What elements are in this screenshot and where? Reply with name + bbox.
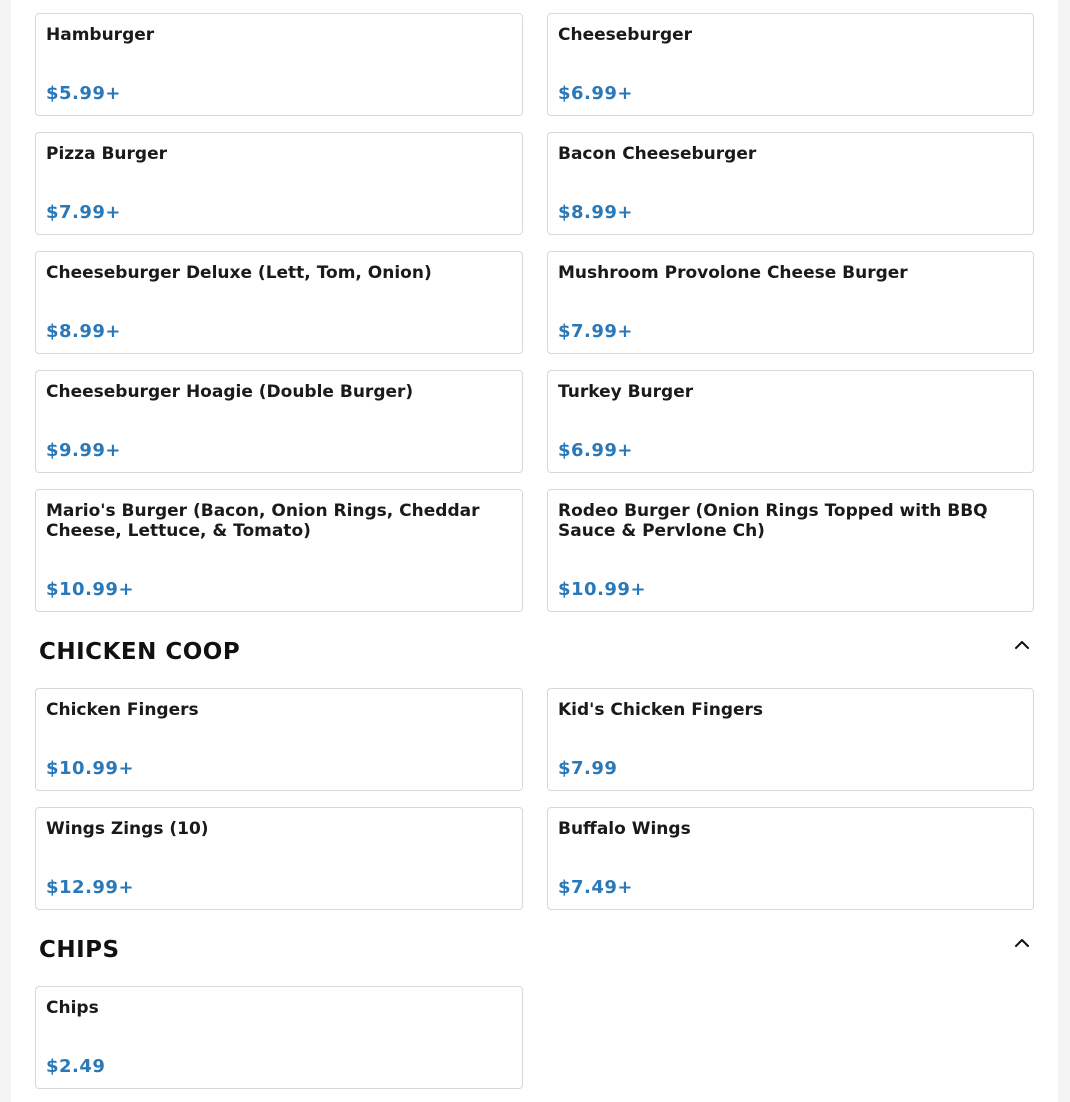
menu-item-card[interactable]: [35, 807, 523, 910]
item-price: $10.99+: [46, 579, 135, 600]
menu-item-card[interactable]: [35, 370, 523, 473]
menu-item-card[interactable]: [547, 688, 1034, 791]
item-name: Bacon Cheeseburger: [558, 144, 757, 164]
menu-item-card[interactable]: [547, 251, 1034, 354]
item-price: $7.99: [558, 758, 618, 779]
section-header-chicken-coop[interactable]: [39, 632, 1034, 672]
item-price: $7.49+: [558, 877, 634, 898]
menu-item-card[interactable]: [35, 489, 523, 612]
item-name: Cheeseburger: [558, 25, 693, 45]
item-name: Chips: [46, 998, 99, 1018]
menu-item-card[interactable]: [35, 13, 523, 116]
menu-item-card[interactable]: [35, 986, 523, 1089]
item-name: Hamburger: [46, 25, 155, 45]
menu-item-card[interactable]: [35, 132, 523, 235]
item-price: $10.99+: [558, 579, 647, 600]
item-name: Wings Zings (10): [46, 819, 209, 839]
item-price: $6.99+: [558, 83, 634, 104]
item-name: Kid's Chicken Fingers: [558, 700, 764, 720]
menu-item-card[interactable]: [35, 251, 523, 354]
item-price: $12.99+: [46, 877, 135, 898]
item-name: Cheeseburger Deluxe (Lett, Tom, Onion): [46, 263, 432, 283]
chips-items-grid: [35, 986, 1034, 1089]
item-price: $8.99+: [46, 321, 122, 342]
item-price: $10.99+: [46, 758, 135, 779]
item-price: $6.99+: [558, 440, 634, 461]
chicken-coop-items-grid: [35, 688, 1034, 910]
section-header-chips[interactable]: [39, 930, 1034, 970]
chevron-up-icon[interactable]: [1010, 633, 1034, 657]
item-name: Chicken Fingers: [46, 700, 199, 720]
item-name: Mushroom Provolone Cheese Burger: [558, 263, 908, 283]
menu-item-card[interactable]: [35, 688, 523, 791]
item-name: Cheeseburger Hoagie (Double Burger): [46, 382, 414, 402]
burgers-items-grid: [35, 13, 1034, 612]
menu-item-card[interactable]: [547, 132, 1034, 235]
section-title: CHICKEN COOP: [39, 639, 241, 665]
menu-item-card[interactable]: [547, 370, 1034, 473]
item-price: $5.99+: [46, 83, 122, 104]
menu-item-card[interactable]: [547, 807, 1034, 910]
item-name: Turkey Burger: [558, 382, 694, 402]
item-price: $7.99+: [558, 321, 634, 342]
item-price: $8.99+: [558, 202, 634, 223]
item-name: Mario's Burger (Bacon, Onion Rings, Cheddar Cheese, Lettuce, & Tomato): [46, 501, 480, 541]
item-price: $9.99+: [46, 440, 122, 461]
chevron-up-icon[interactable]: [1010, 931, 1034, 955]
menu-item-card[interactable]: [547, 489, 1034, 612]
item-price: $7.99+: [46, 202, 122, 223]
menu-item-card[interactable]: [547, 13, 1034, 116]
item-price: $2.49: [46, 1056, 106, 1077]
menu-page: [11, 0, 1058, 1102]
item-name: Rodeo Burger (Onion Rings Topped with BBQ Sauce & Pervlone Ch): [558, 501, 988, 541]
section-title: CHIPS: [39, 937, 120, 963]
item-name: Pizza Burger: [46, 144, 167, 164]
item-name: Buffalo Wings: [558, 819, 691, 839]
